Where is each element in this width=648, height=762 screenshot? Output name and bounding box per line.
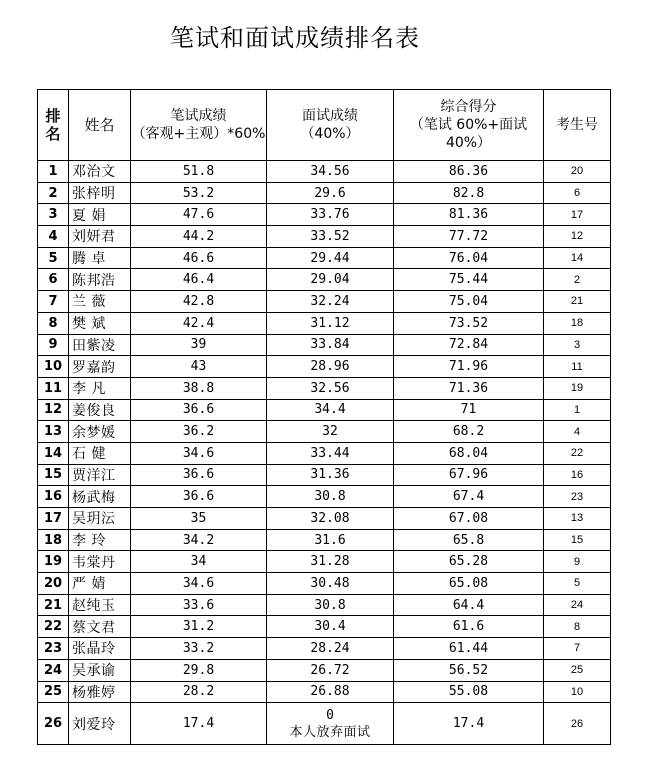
written-score-cell: 36.6 [131, 399, 267, 421]
table-row [38, 616, 611, 638]
written-score-cell: 46.6 [131, 247, 267, 269]
exam-number-cell: 16 [544, 464, 611, 486]
written-score-cell: 31.2 [131, 616, 267, 638]
table-row [38, 182, 611, 204]
rank-cell: 2 [38, 182, 69, 204]
rank-cell: 17 [38, 508, 69, 530]
total-score-cell: 71.96 [394, 356, 544, 378]
name-header-label: 姓名 [84, 116, 115, 134]
written-score-cell: 34.2 [131, 529, 267, 551]
interview-score-cell: 32.24 [267, 291, 394, 313]
page-title: 笔试和面试成绩排名表 [170, 24, 420, 52]
name-cell: 严 婧 [69, 573, 131, 595]
total-score-cell: 71.36 [394, 377, 544, 399]
exam-number-cell: 10 [544, 681, 611, 703]
name-cell: 吴玥沄 [69, 508, 131, 530]
table-row [38, 659, 611, 681]
written-score-cell: 36.6 [131, 486, 267, 508]
name-cell: 刘妍君 [69, 226, 131, 248]
written-score-cell: 53.2 [131, 182, 267, 204]
written-score-cell: 17.4 [131, 703, 267, 745]
table-header-row [38, 90, 611, 161]
interview-score-cell: 28.96 [267, 356, 394, 378]
name-cell: 陈邦浩 [69, 269, 131, 291]
total-score-cell: 65.28 [394, 551, 544, 573]
exam-number-cell: 18 [544, 312, 611, 334]
table-row [38, 291, 611, 313]
rank-cell: 15 [38, 464, 69, 486]
total-score-cell: 55.08 [394, 681, 544, 703]
interview-score-header [267, 90, 394, 161]
interview-score-cell: 26.88 [267, 681, 394, 703]
rank-cell: 8 [38, 312, 69, 334]
rank-cell: 6 [38, 269, 69, 291]
exam-number-header [544, 90, 611, 161]
interview-score-cell: 30.8 [267, 594, 394, 616]
interview-score-cell: 30.4 [267, 616, 394, 638]
rank-cell: 21 [38, 594, 69, 616]
table-row [38, 594, 611, 616]
total-score-cell: 76.04 [394, 247, 544, 269]
total-score-cell: 61.44 [394, 638, 544, 660]
exam-number-cell: 1 [544, 399, 611, 421]
rank-cell: 23 [38, 638, 69, 660]
rank-header-label: 排名 [45, 107, 61, 143]
interview-header-line1: 面试成绩 [302, 108, 358, 124]
table-row [38, 247, 611, 269]
name-cell: 田紫凌 [69, 334, 131, 356]
table-row [38, 638, 611, 660]
name-cell: 余梦媛 [69, 421, 131, 443]
written-score-cell: 33.6 [131, 594, 267, 616]
exam-number-cell: 3 [544, 334, 611, 356]
interview-score-cell: 34.56 [267, 161, 394, 183]
total-score-cell: 67.08 [394, 508, 544, 530]
interview-score-cell: 32.08 [267, 508, 394, 530]
table-row [38, 486, 611, 508]
name-cell: 杨武梅 [69, 486, 131, 508]
total-score-cell: 81.36 [394, 204, 544, 226]
exam-number-cell: 2 [544, 269, 611, 291]
exam-number-cell: 20 [544, 161, 611, 183]
total-score-cell: 61.6 [394, 616, 544, 638]
written-score-cell: 46.4 [131, 269, 267, 291]
written-score-cell: 39 [131, 334, 267, 356]
table-row [38, 226, 611, 248]
table-row [38, 573, 611, 595]
written-score-cell: 35 [131, 508, 267, 530]
interview-score-value: 0 [326, 707, 334, 723]
exam-number-cell: 19 [544, 377, 611, 399]
exam-number-cell: 4 [544, 421, 611, 443]
interview-note: 本人放弃面试 [289, 724, 371, 740]
rank-cell: 10 [38, 356, 69, 378]
total-header-line1: 综合得分 [440, 99, 497, 115]
exam-number-cell: 8 [544, 616, 611, 638]
total-score-cell: 68.2 [394, 421, 544, 443]
exam-number-cell: 22 [544, 442, 611, 464]
exam-number-cell: 24 [544, 594, 611, 616]
total-score-cell: 75.04 [394, 291, 544, 313]
written-score-cell: 34.6 [131, 573, 267, 595]
total-score-cell: 73.52 [394, 312, 544, 334]
exam-number-cell: 13 [544, 508, 611, 530]
table-row [38, 204, 611, 226]
rank-header [38, 90, 69, 161]
name-cell: 夏 娟 [69, 204, 131, 226]
table-row [38, 399, 611, 421]
rank-cell: 19 [38, 551, 69, 573]
exam-number-cell: 11 [544, 356, 611, 378]
rank-cell: 3 [38, 204, 69, 226]
name-cell: 兰 薇 [69, 291, 131, 313]
total-header-line2: （笔试 60%+面试 [409, 117, 528, 133]
exam-number-cell: 15 [544, 529, 611, 551]
written-score-cell: 51.8 [131, 161, 267, 183]
name-cell: 张晶玲 [69, 638, 131, 660]
total-score-cell: 72.84 [394, 334, 544, 356]
table-row [38, 356, 611, 378]
written-score-cell: 42.8 [131, 291, 267, 313]
written-score-cell: 42.4 [131, 312, 267, 334]
table-row [38, 312, 611, 334]
total-score-cell: 65.08 [394, 573, 544, 595]
exam-number-cell: 21 [544, 291, 611, 313]
exam-number-cell: 26 [544, 703, 611, 745]
table-body [38, 161, 611, 745]
written-score-cell: 44.2 [131, 226, 267, 248]
total-score-cell: 68.04 [394, 442, 544, 464]
name-cell: 吴承谕 [69, 659, 131, 681]
rank-cell: 20 [38, 573, 69, 595]
rank-cell: 24 [38, 659, 69, 681]
table-row-last [38, 703, 611, 745]
written-score-cell: 28.2 [131, 681, 267, 703]
written-score-header [131, 90, 267, 161]
exam-number-cell: 12 [544, 226, 611, 248]
interview-score-cell: 28.24 [267, 638, 394, 660]
rank-cell: 4 [38, 226, 69, 248]
table-row [38, 442, 611, 464]
name-cell: 腾 卓 [69, 247, 131, 269]
total-score-cell: 82.8 [394, 182, 544, 204]
interview-header-line2: （40%） [300, 126, 360, 142]
name-cell: 韦棠丹 [69, 551, 131, 573]
written-score-cell: 36.6 [131, 464, 267, 486]
rank-cell: 16 [38, 486, 69, 508]
total-score-cell: 65.8 [394, 529, 544, 551]
rank-cell: 9 [38, 334, 69, 356]
rank-cell: 5 [38, 247, 69, 269]
name-cell: 姜俊良 [69, 399, 131, 421]
exam-number-cell: 25 [544, 659, 611, 681]
written-score-cell: 34 [131, 551, 267, 573]
total-score-cell: 71 [394, 399, 544, 421]
table-row [38, 161, 611, 183]
total-score-cell: 56.52 [394, 659, 544, 681]
interview-score-cell: 29.6 [267, 182, 394, 204]
table-row [38, 334, 611, 356]
total-score-cell: 64.4 [394, 594, 544, 616]
total-score-cell: 17.4 [394, 703, 544, 745]
interview-score-cell: 26.72 [267, 659, 394, 681]
interview-score-cell: 33.44 [267, 442, 394, 464]
interview-score-cell: 29.44 [267, 247, 394, 269]
interview-score-cell: 29.04 [267, 269, 394, 291]
written-score-cell: 33.2 [131, 638, 267, 660]
table-row [38, 551, 611, 573]
exam-number-header-label: 考生号 [556, 117, 598, 133]
written-score-cell: 38.8 [131, 377, 267, 399]
name-cell: 邓治文 [69, 161, 131, 183]
total-score-header [394, 90, 544, 161]
written-score-cell: 47.6 [131, 204, 267, 226]
interview-score-cell: 32 [267, 421, 394, 443]
interview-score-cell: 31.12 [267, 312, 394, 334]
table-row [38, 464, 611, 486]
exam-number-cell: 14 [544, 247, 611, 269]
written-score-cell: 34.6 [131, 442, 267, 464]
rank-cell: 26 [38, 703, 69, 745]
name-cell: 石 健 [69, 442, 131, 464]
written-header-line1: 笔试成绩 [170, 108, 227, 124]
written-header-line2: （客观+主观）*60% [131, 126, 266, 142]
interview-score-cell: 32.56 [267, 377, 394, 399]
exam-number-cell: 6 [544, 182, 611, 204]
table-row [38, 529, 611, 551]
table-row [38, 421, 611, 443]
exam-number-cell: 7 [544, 638, 611, 660]
total-score-cell: 67.4 [394, 486, 544, 508]
interview-score-cell: 30.8 [267, 486, 394, 508]
interview-score-cell: 33.76 [267, 204, 394, 226]
name-cell: 李 凡 [69, 377, 131, 399]
name-cell: 杨雅婷 [69, 681, 131, 703]
score-ranking-table [37, 89, 611, 745]
name-cell: 刘爱玲 [69, 703, 131, 745]
name-cell: 蔡文君 [69, 616, 131, 638]
rank-cell: 18 [38, 529, 69, 551]
name-header [69, 90, 131, 161]
table-row [38, 681, 611, 703]
rank-cell: 7 [38, 291, 69, 313]
exam-number-cell: 17 [544, 204, 611, 226]
total-score-cell: 75.44 [394, 269, 544, 291]
name-cell: 赵纯玉 [69, 594, 131, 616]
rank-cell: 12 [38, 399, 69, 421]
total-header-line3: 40%） [445, 135, 492, 151]
interview-score-cell: 31.36 [267, 464, 394, 486]
name-cell: 李 玲 [69, 529, 131, 551]
name-cell: 贾洋江 [69, 464, 131, 486]
exam-number-cell: 9 [544, 551, 611, 573]
interview-score-cell: 33.52 [267, 226, 394, 248]
interview-score-cell: 30.48 [267, 573, 394, 595]
rank-cell: 25 [38, 681, 69, 703]
written-score-cell: 43 [131, 356, 267, 378]
rank-cell: 11 [38, 377, 69, 399]
written-score-cell: 29.8 [131, 659, 267, 681]
rank-cell: 1 [38, 161, 69, 183]
table-row [38, 269, 611, 291]
name-cell: 罗嘉韵 [69, 356, 131, 378]
interview-score-cell: 34.4 [267, 399, 394, 421]
table-row [38, 377, 611, 399]
rank-cell: 13 [38, 421, 69, 443]
exam-number-cell: 23 [544, 486, 611, 508]
interview-score-cell: 33.84 [267, 334, 394, 356]
total-score-cell: 67.96 [394, 464, 544, 486]
exam-number-cell: 5 [544, 573, 611, 595]
name-cell: 樊 斌 [69, 312, 131, 334]
interview-score-cell: 31.28 [267, 551, 394, 573]
total-score-cell: 77.72 [394, 226, 544, 248]
rank-cell: 14 [38, 442, 69, 464]
interview-score-cell [267, 703, 394, 745]
name-cell: 张梓明 [69, 182, 131, 204]
written-score-cell: 36.2 [131, 421, 267, 443]
interview-score-cell: 31.6 [267, 529, 394, 551]
total-score-cell: 86.36 [394, 161, 544, 183]
table-row [38, 508, 611, 530]
rank-cell: 22 [38, 616, 69, 638]
